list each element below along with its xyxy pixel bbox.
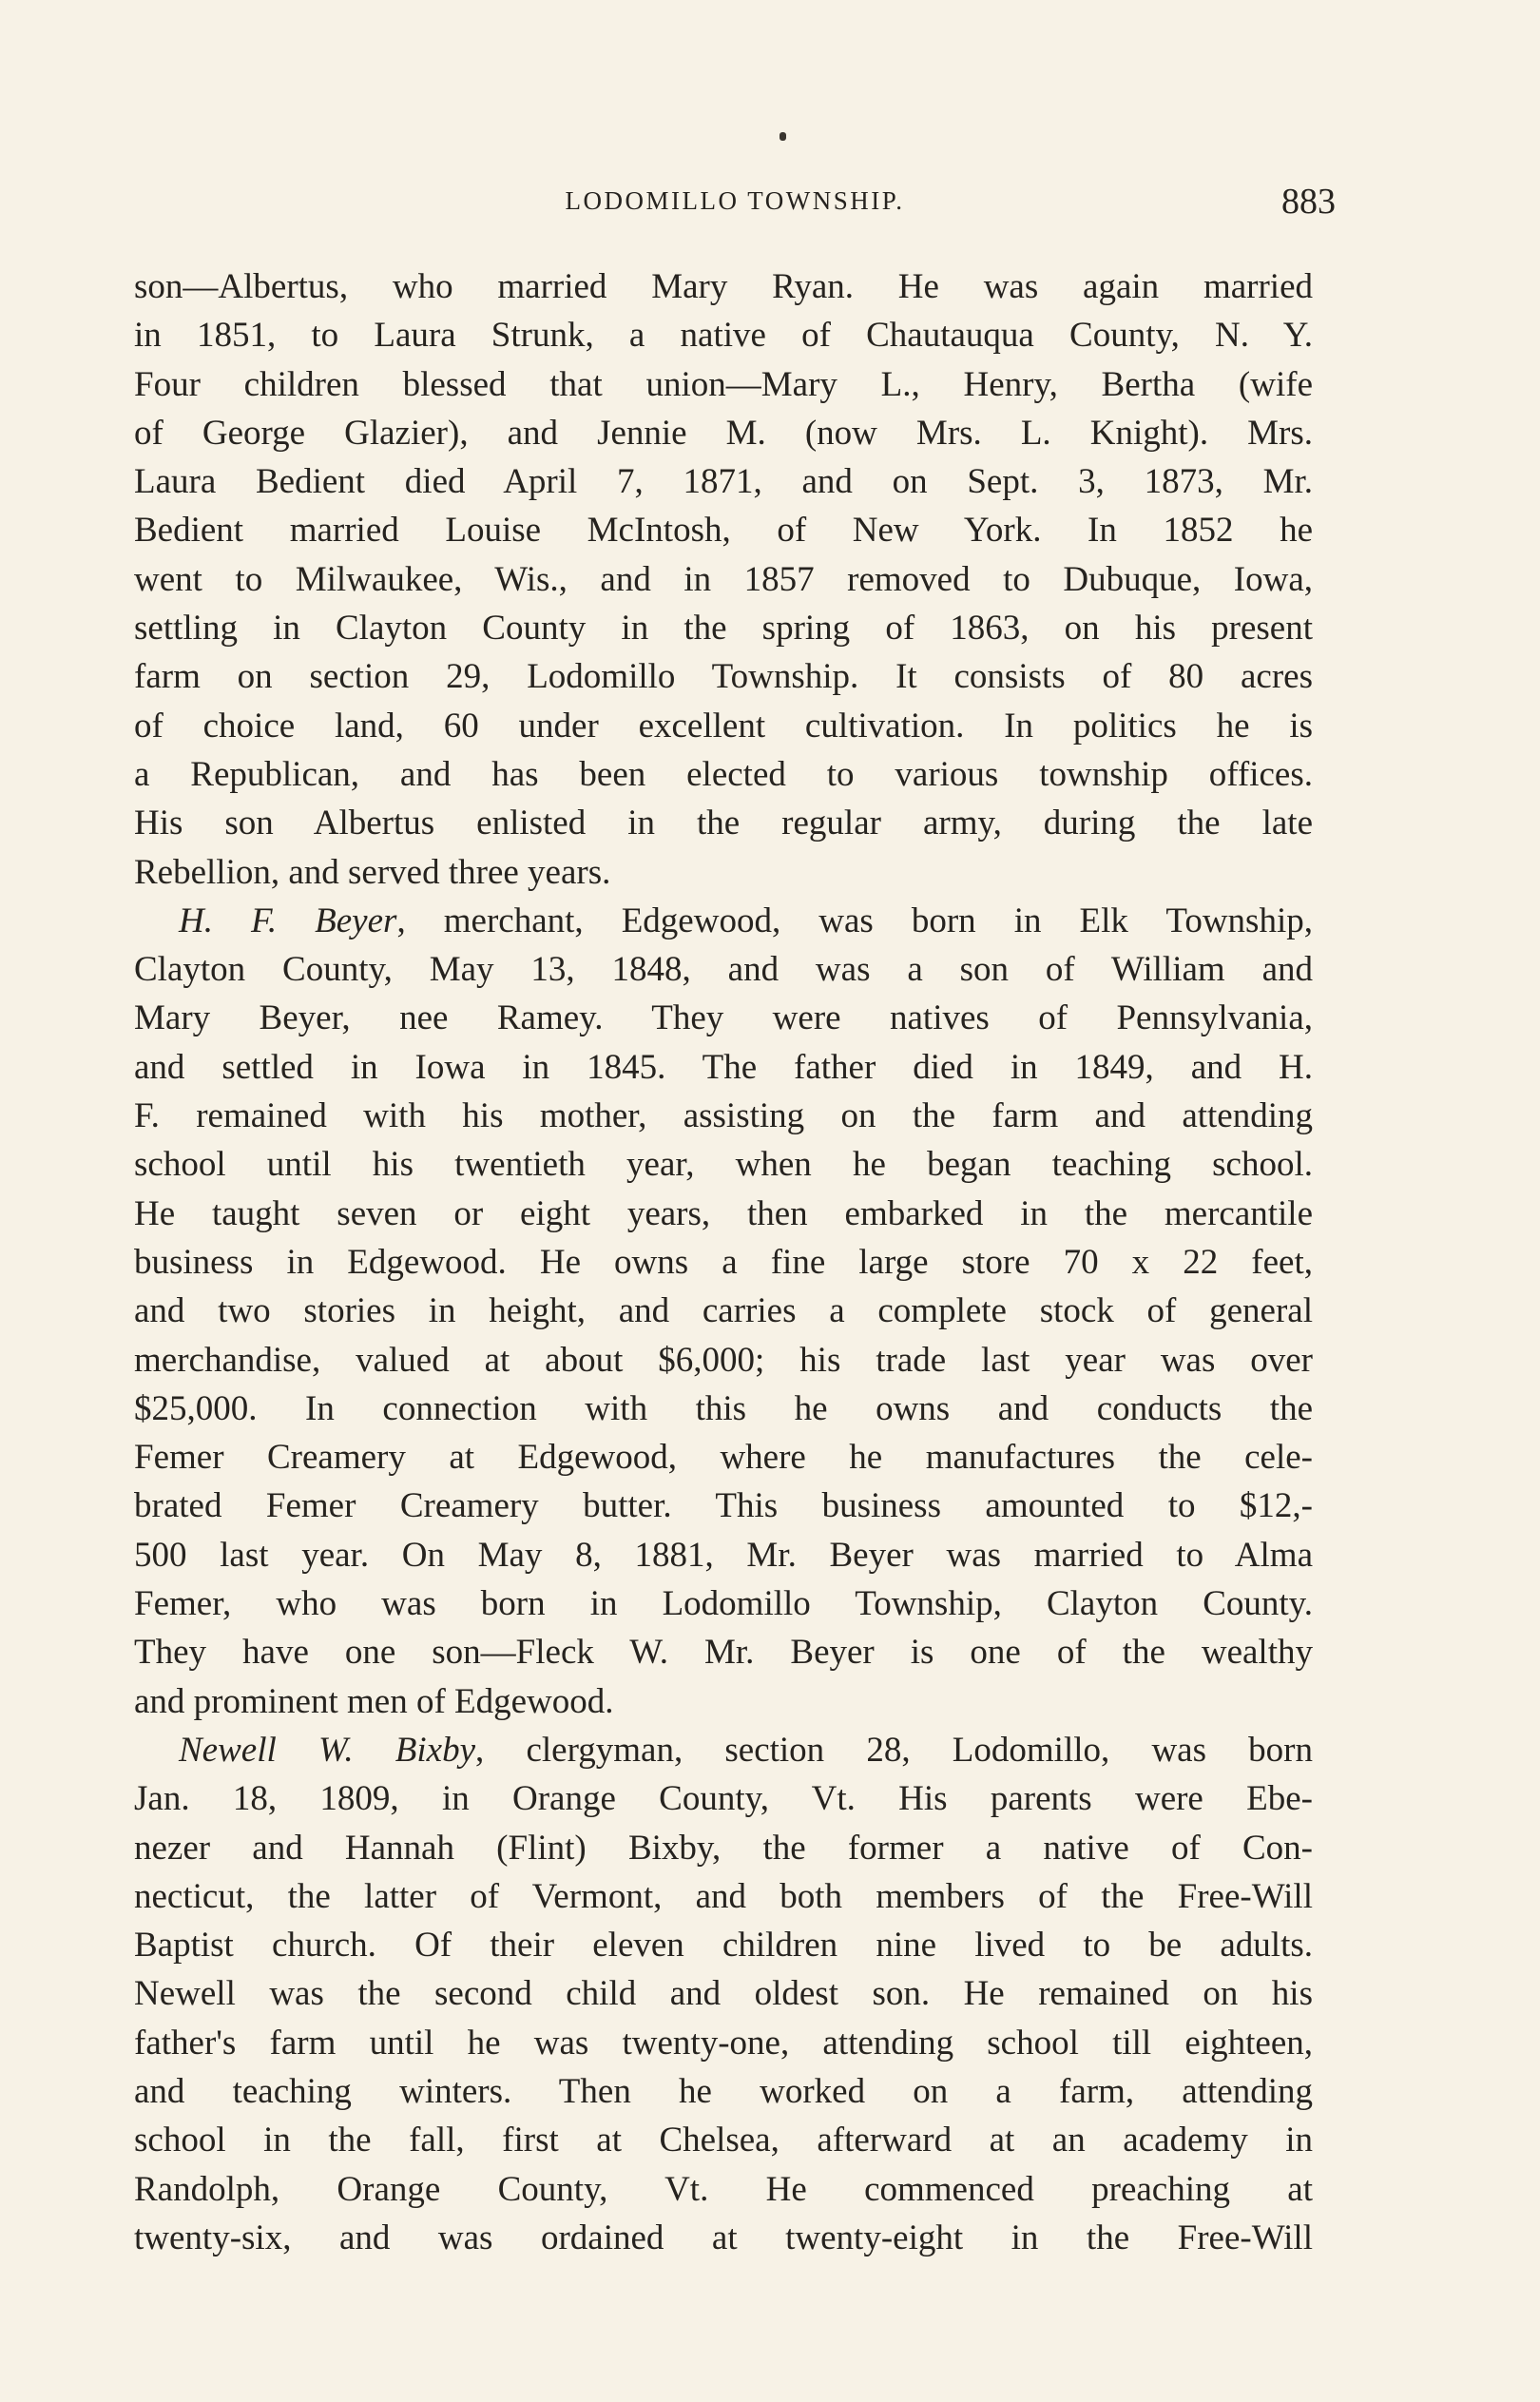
text-line: Femer, who was born in Lodomillo Township, Clayton County. [134, 1584, 1313, 1624]
text-line: He taught seven or eight years, then embarked in the mercantile [134, 1193, 1313, 1233]
text-line: necticut, the latter of Vermont, and both members of the Free-Will [134, 1876, 1313, 1916]
text-line: and prominent men of Edgewood. [134, 1681, 614, 1721]
text-line: nezer and Hannah (Flint) Bixby, the former a native of Con- [134, 1828, 1313, 1868]
text-line: Mary Beyer, nee Ramey. They were natives of Pennsylvania, [134, 998, 1313, 1038]
biography-name: H. F. Beyer [179, 901, 397, 940]
text-line: father's farm until he was twenty-one, attending school till eighteen, [134, 2023, 1313, 2063]
text-line: farm on section 29, Lodomillo Township. It consists of 80 acres [134, 657, 1313, 697]
text-line-rest: , clergyman, section 28, Lodomillo, was born [475, 1730, 1313, 1770]
biography-heading-line [134, 897, 1313, 945]
text-line: a Republican, and has been elected to various township offices. [134, 754, 1313, 794]
text-line: son—Albertus, who married Mary Ryan. He was again married [134, 267, 1313, 306]
biography-name: Newell W. Bixby [179, 1730, 476, 1770]
text-line: in 1851, to Laura Strunk, a native of Chautauqua County, N. Y. [134, 316, 1313, 356]
text-line: Rebellion, and served three years. [134, 852, 611, 892]
text-line: of George Glazier), and Jennie M. (now Mrs. L. Knight). Mrs. [134, 413, 1313, 453]
text-line: business in Edgewood. He owns a fine large store 70 x 22 feet, [134, 1242, 1313, 1282]
text-line: brated Femer Creamery butter. This business amounted to $12,- [134, 1486, 1313, 1526]
text-line-rest: , merchant, Edgewood, was born in Elk Township, [396, 901, 1313, 940]
text-line: Four children blessed that union—Mary L., Henry, Bertha (wife [134, 364, 1313, 404]
text-line: Laura Bedient died April 7, 1871, and on Sept. 3, 1873, Mr. [134, 462, 1313, 502]
printer-mark [780, 132, 786, 141]
text-line: of choice land, 60 under excellent cultivation. In politics he is [134, 706, 1313, 746]
text-line: merchandise, valued at about $6,000; his trade last year was over [134, 1340, 1313, 1380]
text-line: Femer Creamery at Edgewood, where he manufactures the cele- [134, 1438, 1313, 1478]
text-line: school until his twentieth year, when he began teaching school. [134, 1145, 1313, 1185]
text-line: Jan. 18, 1809, in Orange County, Vt. His parents were Ebe- [134, 1779, 1313, 1819]
biography-heading-line [134, 1726, 1313, 1774]
text-line: and teaching winters. Then he worked on a farm, attending [134, 2071, 1313, 2111]
text-line: Newell was the second child and oldest son. He remained on his [134, 1974, 1313, 2014]
text-line: His son Albertus enlisted in the regular army, during the late [134, 804, 1313, 843]
page-number: 883 [1281, 182, 1336, 222]
text-line: school in the fall, first at Chelsea, afterward at an academy in [134, 2121, 1313, 2160]
text-line: F. remained with his mother, assisting on the farm and attending [134, 1096, 1313, 1136]
running-header [134, 181, 1336, 228]
text-line: and settled in Iowa in 1845. The father died in 1849, and H. [134, 1047, 1313, 1087]
text-line: Baptist church. Of their eleven children nine lived to be adults. [134, 1926, 1313, 1966]
text-line: Clayton County, May 13, 1848, and was a son of William and [134, 950, 1313, 990]
text-line: settling in Clayton County in the spring of 1863, on his present [134, 609, 1313, 649]
text-line: Randolph, Orange County, Vt. He commenced preaching at [134, 2169, 1313, 2209]
text-line: twenty-six, and was ordained at twenty-eight in the Free-Will [134, 2218, 1313, 2257]
page-title: LODOMILLO TOWNSHIP. [565, 186, 905, 215]
text-line: 500 last year. On May 8, 1881, Mr. Beyer was married to Alma [134, 1535, 1313, 1575]
text-line: $25,000. In connection with this he owns and conducts the [134, 1388, 1313, 1428]
text-line: Bedient married Louise McIntosh, of New York. In 1852 he [134, 511, 1313, 551]
body-text [134, 262, 1313, 2262]
text-line: went to Milwaukee, Wis., and in 1857 removed to Dubuque, Iowa, [134, 559, 1313, 599]
text-line: They have one son—Fleck W. Mr. Beyer is one of the wealthy [134, 1633, 1313, 1673]
text-line: and two stories in height, and carries a complete stock of general [134, 1291, 1313, 1331]
